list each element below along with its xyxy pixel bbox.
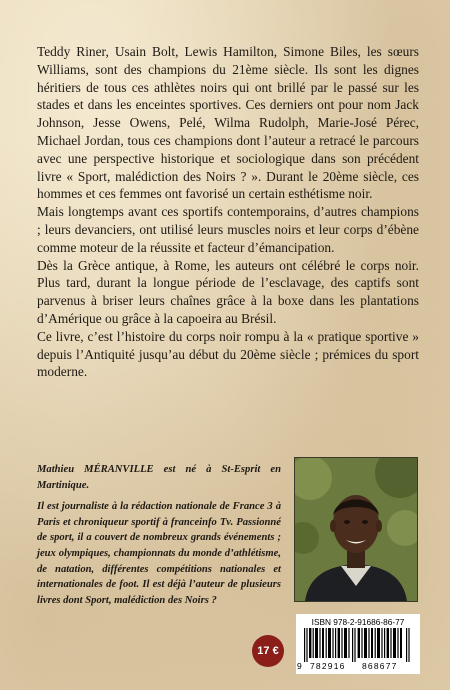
author-bio-text: Il est journaliste à la rédaction nationale de France 3 à Paris et chroniqueur sportif à franceinfo Tv. Passionné de sport, il a couvert de nombreux grands événements ; jeux olympiques, championnats du monde d’athlétisme, de natation, différentes compétitions nationales et internationales de foot. Il est déjà l’auteur de plusieurs livres dont Sport, malédiction des Noirs ? [37,501,281,606]
author-bio [37,462,281,608]
price-badge [252,635,284,667]
author-bio-intro: Mathieu MÉRANVILLE est né à St-Esprit en Martinique. [37,464,281,491]
author-photo [294,457,418,602]
ean-right-digits: 868677 [362,661,398,671]
blurb-paragraph: Dès la Grèce antique, à Rome, les auteurs ont célébré le corps noir. Plus tard, durant la longue période de l’esclavage, des captifs sont parvenus à briser leurs chaînes grâce à la boxe dans les plantations d’Amérique ou grâce à la capoeira au Brésil. [37,257,419,326]
barcode-panel [296,614,420,674]
author-portrait-illustration [295,458,417,601]
barcode-icon [304,628,412,662]
ean-left-digits: 782916 [310,661,346,671]
back-cover-blurb [37,43,419,381]
price-label: 17 € [257,645,279,657]
blurb-paragraph: Ce livre, c’est l’histoire du corps noir rompu à la « pratique sportive » depuis l’Antiquité jusqu’au début du 20ème siècle ; prémices du sport moderne. [37,328,419,380]
ean-first-digit: 9 [297,661,302,671]
blurb-paragraph: Teddy Riner, Usain Bolt, Lewis Hamilton, Simone Biles, les sœurs Williams, sont des champions du 21ème siècle. Ils sont les dignes héritiers de tous ces athlètes noirs qui ont brillé par le passé sur les stades et dans les enceintes sportives. Ces derniers ont pour nom Jack Johnson, Jesse Owens, Pelé, Wilma Rudolph, Marie-José Pérec, Michael Jordan, tous ces champions dont l’auteur a retracé le parcours avec une perspective historique et sociologique dans son précédent livre « Sport, malédiction des Noirs ? ». Durant le 20ème siècle, ces hommes et ces femmes ont favorisé un certain esthétisme noir. [37,44,419,202]
blurb-paragraph: Mais longtemps avant ces sportifs contemporains, d’autres champions ; leurs devanciers, ont utilisé leurs muscles noirs et leur corps d’ébène comme moteur de la réussite et facteur d’émancipation. [37,204,419,255]
isbn-label: ISBN 978-2-91686-86-77 [311,617,405,627]
